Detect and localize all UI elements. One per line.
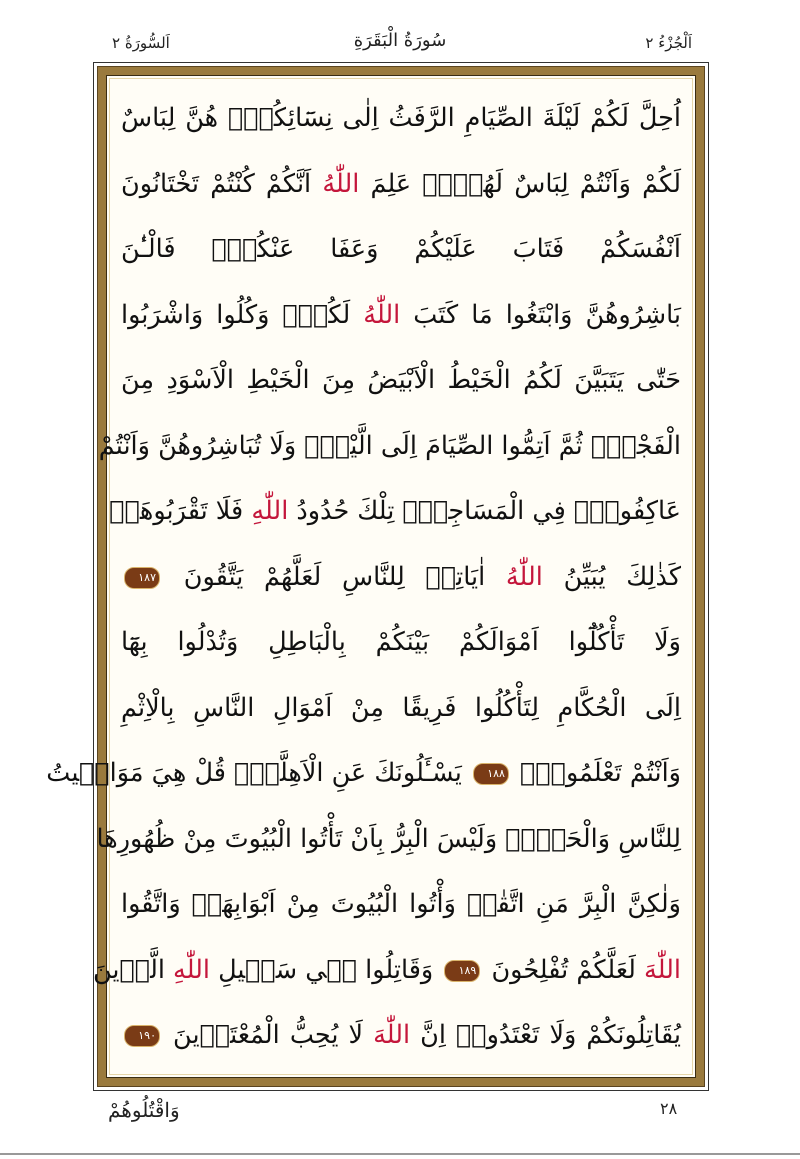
juz-label: اَلْجُزْءُ ٢ — [645, 34, 692, 52]
verse-line — [98, 420, 681, 472]
verse-text: لَا يُحِبُّ الْمُعْتَد۪ينَ — [163, 1020, 374, 1050]
verse-text: اُحِلَّ لَكُمْ لَيْلَةَ الصِّيَامِ الرَّفَثُ اِلٰى نِسَٓائِكُمْۜ هُنَّ لِبَاسٌ — [121, 103, 681, 133]
verse-lines — [46, 92, 682, 1061]
verse-line — [109, 485, 681, 537]
verse-text: لَعَلَّكُمْ تُفْلِحُونَ — [483, 954, 645, 985]
verse-text: وَلٰكِنَّ الْبِرَّ مَنِ اتَّقٰىۚ وَأْتُوا الْبُيُوتَ مِنْ اَبْوَابِهَاۖ وَاتَّقُوا — [121, 889, 681, 919]
verse-line — [46, 747, 681, 799]
verse-line — [121, 354, 681, 406]
verse-text: بَاشِرُوهُنَّ وَابْتَغُوا مَا كَتَبَ — [400, 299, 682, 330]
bottom-divider — [0, 1153, 800, 1155]
ayah-number-marker: ١٩٠ — [124, 1025, 160, 1047]
verse-text: فَلَا تَقْرَبُوهَاۜ — [109, 496, 252, 526]
verse-line — [121, 223, 681, 275]
catchword: وَاقْتُلُوهُمْ — [108, 1098, 180, 1122]
divine-name: اللّٰهَ — [644, 954, 681, 985]
ayah-number-marker: ١٨٨ — [473, 763, 509, 785]
verse-text: حَتّٰى يَتَبَيَّنَ لَكُمُ الْخَيْطُ الْاَبْيَضُ مِنَ الْخَيْطِ الْاَسْوَدِ مِنَ — [121, 365, 681, 395]
divine-name: اللّٰهُ — [363, 299, 401, 330]
divine-name: اللّٰهُ — [322, 168, 360, 199]
verse-text: لِلنَّاسِ وَالْحَجِّۜ وَلَيْسَ الْبِرُّ بِاَنْ تَأْتُوا الْبُيُوتَ مِنْ ظُهُورِهَا — [96, 823, 681, 854]
verse-text: عَاكِفُونَۙ فِي الْمَسَاجِدِۜ تِلْكَ حُدُودُ — [288, 496, 681, 526]
verse-line — [121, 289, 681, 341]
surah-title: سُورَةُ الْبَقَرَةِ — [353, 30, 447, 51]
verse-text: يُقَاتِلُونَكُمْ وَلَا تَعْتَدُواۜ اِنَّ — [410, 1020, 681, 1050]
verse-text: الَّذ۪ينَ — [92, 954, 174, 985]
page-number: ٢٨ — [660, 1099, 678, 1118]
verse-text: اِلَى الْحُكَّامِ لِتَأْكُلُوا فَرِيقًا مِنْ اَمْوَالِ النَّاسِ بِالْاِثْمِ — [121, 692, 681, 723]
verse-line — [121, 682, 681, 734]
page-frame-border — [46, 66, 705, 1087]
verse-text: وَلَا تَأْكُلُٓوا اَمْوَالَكُمْ بَيْنَكُمْ بِالْبَاطِلِ وَتُدْلُوا بِهَٓا — [121, 627, 681, 657]
verse-line — [121, 878, 681, 930]
verse-line — [121, 92, 681, 144]
divine-name: اللّٰهُ — [505, 561, 543, 592]
verse-text: اَنْفُسَكُمْ فَتَابَ عَلَيْكُمْ وَعَفَا عَنْكُمْۚ فَالْـٰٔنَ — [121, 234, 681, 264]
verse-line — [121, 1009, 681, 1061]
verse-line — [121, 158, 681, 210]
verse-line — [121, 616, 681, 668]
verse-text: اَنَّكُمْ كُنْتُمْ تَخْتَانُونَ — [121, 168, 323, 199]
verse-text: الْفَجْرِۖ ثُمَّ اَتِمُّوا الصِّيَامَ اِلَى الَّيْلِۚ وَلَا تُبَاشِرُوهُنَّ وَاَنْتُمْ — [98, 430, 681, 461]
ayah-number-marker: ١٨٩ — [444, 960, 480, 982]
divine-name: اللّٰهَ — [373, 1020, 411, 1050]
verse-text: اٰيَاتِه۪ لِلنَّاسِ لَعَلَّهُمْ يَتَّقُونَ — [163, 561, 506, 592]
verse-line — [92, 944, 681, 996]
ayah-number-marker: ١٨٧ — [124, 567, 160, 589]
verse-line — [96, 813, 681, 865]
verse-text: وَقَاتِلُوا ف۪ي سَب۪يلِ — [210, 954, 442, 985]
text-panel — [46, 75, 696, 1078]
surah-number-label: اَلسُّورَةُ ٢ — [112, 34, 170, 52]
verse-text: لَكُمْ وَاَنْتُمْ لِبَاسٌ لَهُنَّۜ عَلِمَ — [359, 168, 681, 199]
page-frame — [46, 62, 709, 1091]
verse-text: كَذٰلِكَ يُبَيِّنُ — [542, 561, 681, 592]
verse-text: وَاَنْتُمْ تَعْلَمُونَ۟ — [511, 758, 681, 788]
divine-name: اللّٰهِ — [251, 496, 289, 526]
divine-name: اللّٰهِ — [173, 954, 210, 985]
verse-text: يَسْـَٔلُونَكَ عَنِ الْاَهِلَّةِۜ قُلْ هِيَ مَوَاق۪يتُ — [46, 758, 470, 788]
verse-text: لَكُمْۖ وَكُلُوا وَاشْرَبُوا — [121, 299, 364, 330]
verse-line — [121, 551, 681, 603]
